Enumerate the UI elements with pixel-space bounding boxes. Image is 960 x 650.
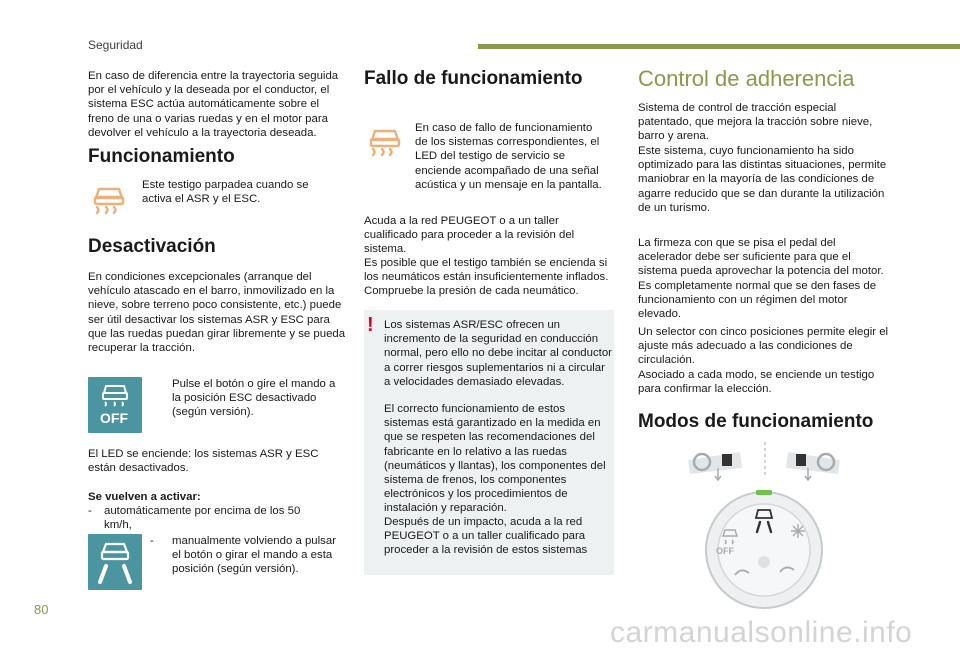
dial-off-label: OFF [716, 546, 734, 556]
page-number: 80 [34, 602, 49, 617]
traction-control-button-icon [88, 534, 142, 590]
warning-exclamation-icon: ! [367, 314, 374, 336]
control-paragraph-4: Un selector con cinco posiciones permite elegir el ajuste más adecuado a las condiciones de circulación. [638, 326, 889, 367]
reactivate-manual-item: manualmente volviendo a pulsar el botón o girar el mando a esta posición (según versión). [172, 535, 336, 576]
warning-paragraph-3: Después de un impacto, acuda a la red PEUGEOT o a un taller cualificado para proceder a la revisión de estos sistemas [384, 516, 588, 557]
fallo-service-text: Acuda a la red PEUGEOT o a un taller cualificado para proceder a la revisión del sistema. [364, 215, 575, 256]
esc-fault-lamp-icon [364, 124, 406, 160]
fallo-tyre-text: Es posible que el testigo también se encienda si los neumáticos están insuficientemente inflados. Compruebe la presión de cada neumático. [364, 257, 609, 298]
control-paragraph-5: Asociado a cada modo, se enciende un testigo para confirmar la elección. [638, 369, 875, 396]
watermark: carmanualsonline.info [610, 616, 913, 649]
modos-heading: Modos de funcionamiento [638, 411, 874, 432]
fallo-heading: Fallo de funcionamiento [364, 68, 583, 89]
mode-selector-illustration [680, 438, 850, 610]
list-dash: - [88, 505, 92, 517]
desactivacion-heading: Desactivación [88, 236, 216, 257]
control-paragraph-2: Este sistema, cuyo funcionamiento ha sido optimizado para las distintas situaciones, permite maniobrar en la mayoría de las condiciones de agarre reducido que se dan durante la utilización de un turismo. [638, 145, 887, 214]
warning-paragraph-1: Los sistemas ASR/ESC ofrecen un incremento de la seguridad en conducción normal, pero ello no debe incitar al conductor a correr riesgos suplementarios ni a circular a velocidades demasiado elevadas. [384, 319, 612, 388]
reactivate-heading: Se vuelven a activar: [88, 491, 201, 503]
fallo-text: En caso de fallo de funcionamiento de los sistemas correspondientes, el LED del testigo de servicio se enciende acompañado de una señal acústica y un mensaje en la pantalla. [415, 122, 602, 191]
led-on-text: El LED se enciende: los sistemas ASR y ESC están desactivados. [88, 448, 319, 475]
esc-off-button-icon [88, 377, 142, 433]
warning-box [364, 310, 614, 575]
list-dash: - [150, 535, 154, 547]
warning-paragraph-2: El correcto funcionamiento de estos sistemas está garantizado en la medida en que se respeten las recomendaciones del fabricante en lo relativo a las ruedas (neumáticos y llantas), los componentes del sistema de frenos, los componentes electrónicos y los procedimientos de instalación y reparación. [384, 403, 606, 515]
esc-warning-lamp-icon [88, 182, 130, 218]
control-paragraph-1: Sistema de control de tracción especial patentado, que mejora la tracción sobre nieve, barro y arena. [638, 102, 873, 143]
deactivation-step-text: Pulse el botón o gire el mando a la posición ESC desactivado (según versión). [172, 378, 336, 419]
desactivacion-text: En condiciones excepcionales (arranque del vehículo atascado en el barro, inmovilizado en la nieve, sobre terreno poco consistente, etc.) puede ser útil desactivar los sistemas ASR y ESC para que las ruedas puedan girar libremente y se pueda recuperar la tracción. [88, 271, 346, 355]
funcionamiento-heading: Funcionamiento [88, 146, 235, 167]
funcionamiento-text: Este testigo parpadea cuando se activa el ASR y el ESC. [142, 179, 309, 206]
control-paragraph-3: La firmeza con que se pisa el pedal del acelerador debe ser suficiente para que el sistema pueda aprovechar la potencia del motor. Es completamente normal que se den fases de funcionamiento con un régimen del motor elevado. [638, 237, 884, 321]
reactivate-auto-item: automáticamente por encima de los 50 km/h, [104, 505, 301, 532]
header-accent-bar [478, 44, 960, 49]
intro-paragraph: En caso de diferencia entre la trayectoria seguida por el vehículo y la deseada por el conductor, el sistema ESC actúa automáticamente sobre el freno de una o varias ruedas y en el motor para devolver el vehículo a la trayectoria deseada. [88, 70, 339, 139]
section-label: Seguridad [88, 38, 143, 52]
control-adherencia-heading: Control de adherencia [638, 66, 855, 91]
off-label: OFF [100, 410, 128, 426]
